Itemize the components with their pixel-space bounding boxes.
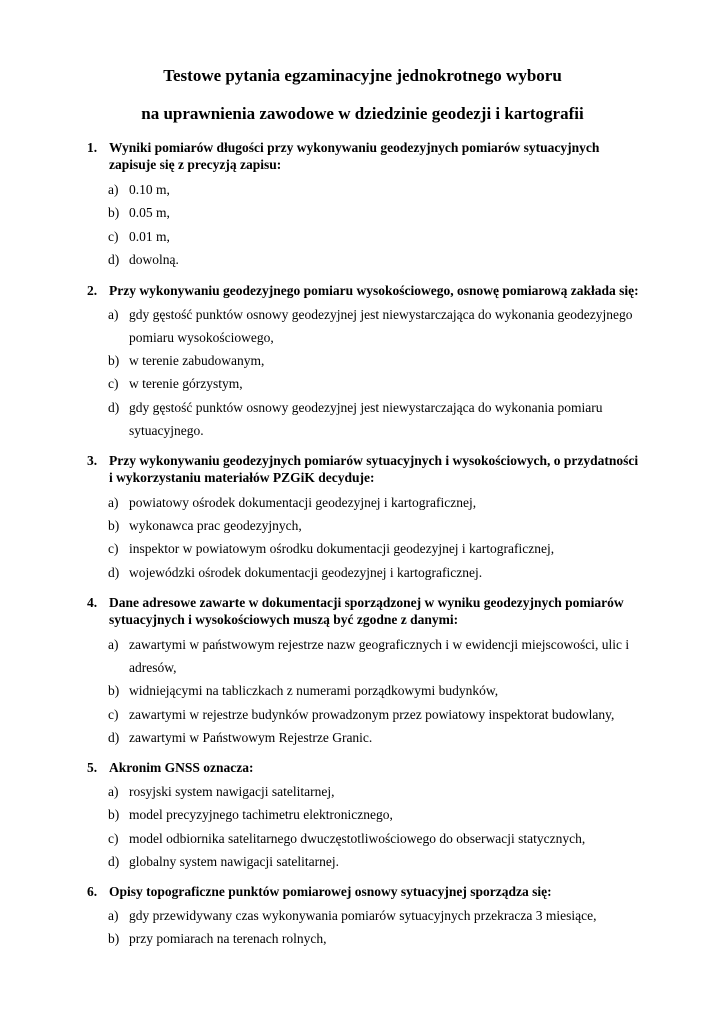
- question-text-line: Dane adresowe zawarte w dokumentacji sporządzonej w wyniku geodezyjnych pomiarów: [109, 595, 624, 610]
- option-letter: b): [108, 353, 120, 368]
- option-text: w terenie górzystym,: [129, 376, 243, 391]
- document-subtitle: na uprawnienia zawodowe w dziedzinie geodezji i kartografii: [141, 104, 584, 123]
- question-number: 4.: [87, 595, 98, 610]
- question-text-line: Wyniki pomiarów długości przy wykonywaniu geodezyjnych pomiarów sytuacyjnych: [109, 140, 600, 155]
- option-letter: d): [108, 565, 120, 580]
- question-number: 1.: [87, 140, 98, 155]
- option-text: gdy gęstość punktów osnowy geodezyjnej jest niewystarczająca do wykonania pomiaru: [129, 400, 603, 415]
- option-letter: a): [108, 784, 119, 799]
- question-number: 5.: [87, 760, 98, 775]
- question-text-line: Przy wykonywaniu geodezyjnych pomiarów sytuacyjnych i wysokościowych, o przydatności: [109, 453, 639, 468]
- option-text: przy pomiarach na terenach rolnych,: [129, 931, 327, 946]
- option-letter: a): [108, 182, 119, 197]
- option-text: zawartymi w Państwowym Rejestrze Granic.: [129, 730, 373, 745]
- option-text: gdy gęstość punktów osnowy geodezyjnej jest niewystarczająca do wykonania geodezyjnego: [129, 307, 633, 322]
- question-text: [109, 282, 649, 299]
- option-letter: b): [108, 205, 120, 220]
- option-text: w terenie zabudowanym,: [129, 353, 265, 368]
- option-letter: d): [108, 400, 120, 415]
- option-text-continued: pomiaru wysokościowego,: [129, 330, 274, 345]
- option-letter: c): [108, 376, 119, 391]
- question-number: 2.: [87, 283, 98, 298]
- option-text: widniejącymi na tabliczkach z numerami porządkowymi budynków,: [129, 683, 499, 698]
- option-letter: d): [108, 854, 120, 869]
- question-text-line: Przy wykonywaniu geodezyjnego pomiaru wysokościowego, osnowę pomiarową zakłada się:: [109, 283, 639, 298]
- question-number: 6.: [87, 884, 98, 899]
- question-text-line: sytuacyjnych i wysokościowych muszą być zgodne z danymi:: [109, 612, 459, 627]
- option-letter: a): [108, 637, 119, 652]
- option-text: model odbiornika satelitarnego dwuczęstotliwościowego do obserwacji statycznych,: [129, 831, 586, 846]
- option-text: gdy przewidywany czas wykonywania pomiarów sytuacyjnych przekracza 3 miesiące,: [129, 908, 597, 923]
- option-text: rosyjski system nawigacji satelitarnej,: [129, 784, 335, 799]
- option-letter: a): [108, 307, 119, 322]
- option-text: dowolną.: [129, 252, 179, 267]
- option-text: zawartymi w rejestrze budynków prowadzonym przez powiatowy inspektorat budowlany,: [129, 707, 615, 722]
- question-text: [109, 452, 649, 486]
- option-text: 0.05 m,: [129, 205, 170, 220]
- option-text: 0.01 m,: [129, 229, 170, 244]
- question-text: [109, 883, 649, 900]
- option-letter: b): [108, 518, 120, 533]
- option-text: powiatowy ośrodek dokumentacji geodezyjnej i kartograficznej,: [129, 495, 477, 510]
- option-text: zawartymi w państwowym rejestrze nazw geograficznych i w ewidencji miejscowości, ulic i: [129, 637, 630, 652]
- question-number: 3.: [87, 453, 98, 468]
- option-letter: c): [108, 831, 119, 846]
- option-text: globalny system nawigacji satelitarnej.: [129, 854, 339, 869]
- question-text-line: Akronim GNSS oznacza:: [109, 760, 254, 775]
- document-title: Testowe pytania egzaminacyjne jednokrotnego wyboru: [163, 66, 562, 85]
- option-text-continued: adresów,: [129, 660, 177, 675]
- option-text: model precyzyjnego tachimetru elektronicznego,: [129, 807, 393, 822]
- option-letter: d): [108, 730, 120, 745]
- option-letter: a): [108, 495, 119, 510]
- option-text: inspektor w powiatowym ośrodku dokumentacji geodezyjnej i kartograficznej,: [129, 541, 555, 556]
- question-text-line: zapisuje się z precyzją zapisu:: [109, 157, 282, 172]
- question-text: [109, 759, 649, 776]
- option-letter: a): [108, 908, 119, 923]
- option-letter: b): [108, 807, 120, 822]
- option-letter: c): [108, 707, 119, 722]
- option-text: 0.10 m,: [129, 182, 170, 197]
- option-letter: b): [108, 683, 120, 698]
- option-letter: c): [108, 541, 119, 556]
- option-text: wojewódzki ośrodek dokumentacji geodezyjnej i kartograficznej.: [129, 565, 483, 580]
- option-letter: c): [108, 229, 119, 244]
- question-text: [109, 139, 649, 173]
- option-letter: d): [108, 252, 120, 267]
- option-text-continued: sytuacyjnego.: [129, 423, 204, 438]
- option-text: wykonawca prac geodezyjnych,: [129, 518, 302, 533]
- question-text-line: Opisy topograficzne punktów pomiarowej osnowy sytuacyjnej sporządza się:: [109, 884, 552, 899]
- option-letter: b): [108, 931, 120, 946]
- question-text-line: i wykorzystaniu materiałów PZGiK decyduje:: [109, 470, 375, 485]
- question-text: [109, 594, 649, 628]
